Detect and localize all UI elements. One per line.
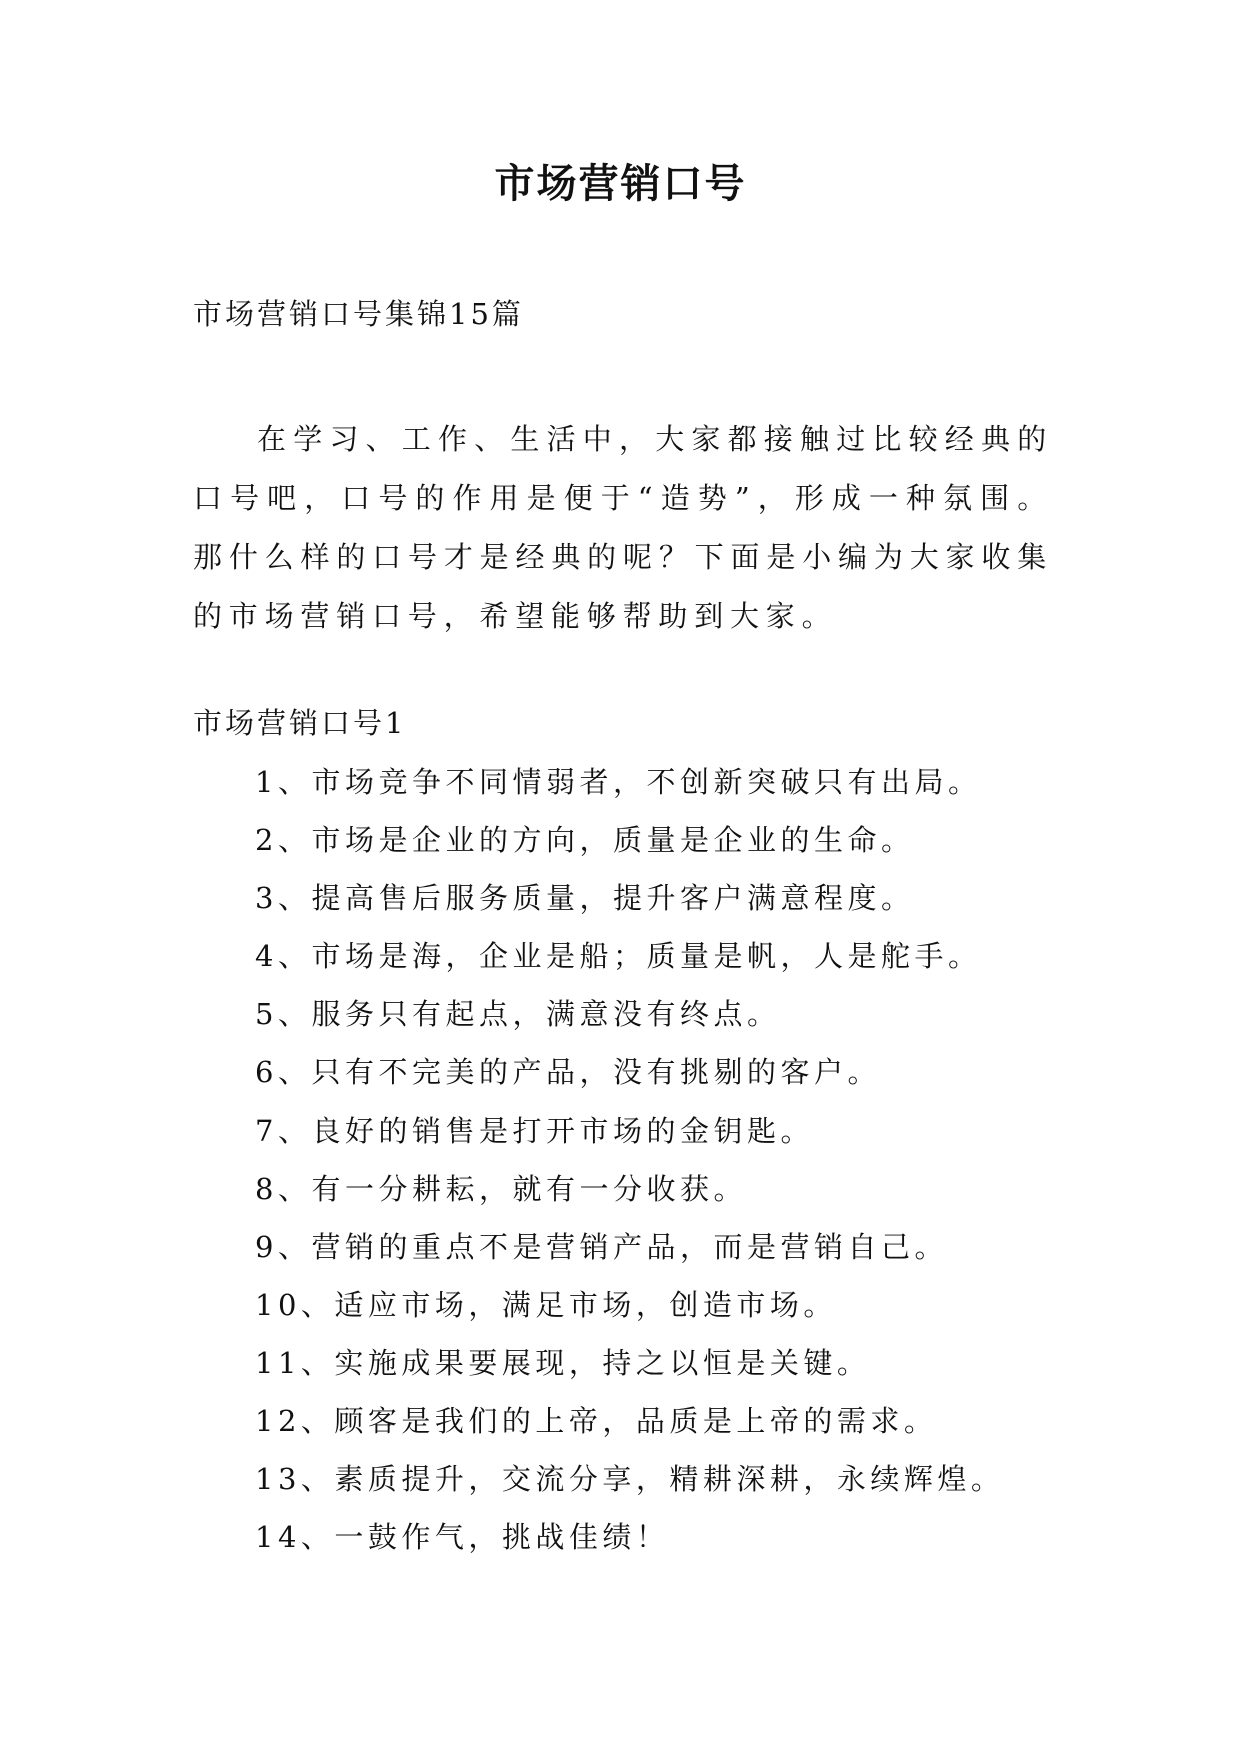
document-subtitle: 市场营销口号集锦15篇	[193, 297, 524, 331]
slogan-item: 12、顾客是我们的上帝，品质是上帝的需求。	[255, 1404, 938, 1439]
slogan-item: 3、提高售后服务质量，提升客户满意程度。	[255, 881, 915, 916]
section-heading: 市场营销口号1	[193, 706, 407, 740]
slogan-item: 10、适应市场，满足市场，创造市场。	[255, 1287, 837, 1322]
slogan-item: 5、服务只有起点，满意没有终点。	[255, 997, 781, 1032]
slogan-item: 9、营销的重点不是营销产品，而是营销自己。	[255, 1229, 948, 1264]
slogan-list	[255, 748, 1004, 1561]
intro-paragraph: 在学习、工作、生活中，大家都接触过比较经典的口号吧，口号的作用是便于“造势”，形成一种氛围。那什么样的口号才是经典的呢？下面是小编为大家收集的市场营销口号，希望能够帮助到大家。	[193, 422, 1053, 633]
slogan-item: 2、市场是企业的方向，质量是企业的生命。	[255, 823, 915, 858]
document-title: 市场营销口号	[494, 160, 747, 207]
slogan-item: 4、市场是海，企业是船；质量是帆，人是舵手。	[255, 939, 982, 974]
slogan-item: 6、只有不完美的产品，没有挑剔的客户。	[255, 1055, 881, 1090]
slogan-item: 14、一鼓作气，挑战佳绩！	[255, 1520, 670, 1555]
slogan-item: 1、市场竞争不同情弱者，不创新突破只有出局。	[255, 765, 982, 799]
slogan-item: 13、素质提升，交流分享，精耕深耕，永续辉煌。	[255, 1462, 1005, 1497]
slogan-item: 7、良好的销售是打开市场的金钥匙。	[255, 1113, 814, 1148]
slogan-item: 8、有一分耕耘，就有一分收获。	[255, 1171, 747, 1206]
slogan-item: 11、实施成果要展现，持之以恒是关键。	[255, 1345, 871, 1380]
